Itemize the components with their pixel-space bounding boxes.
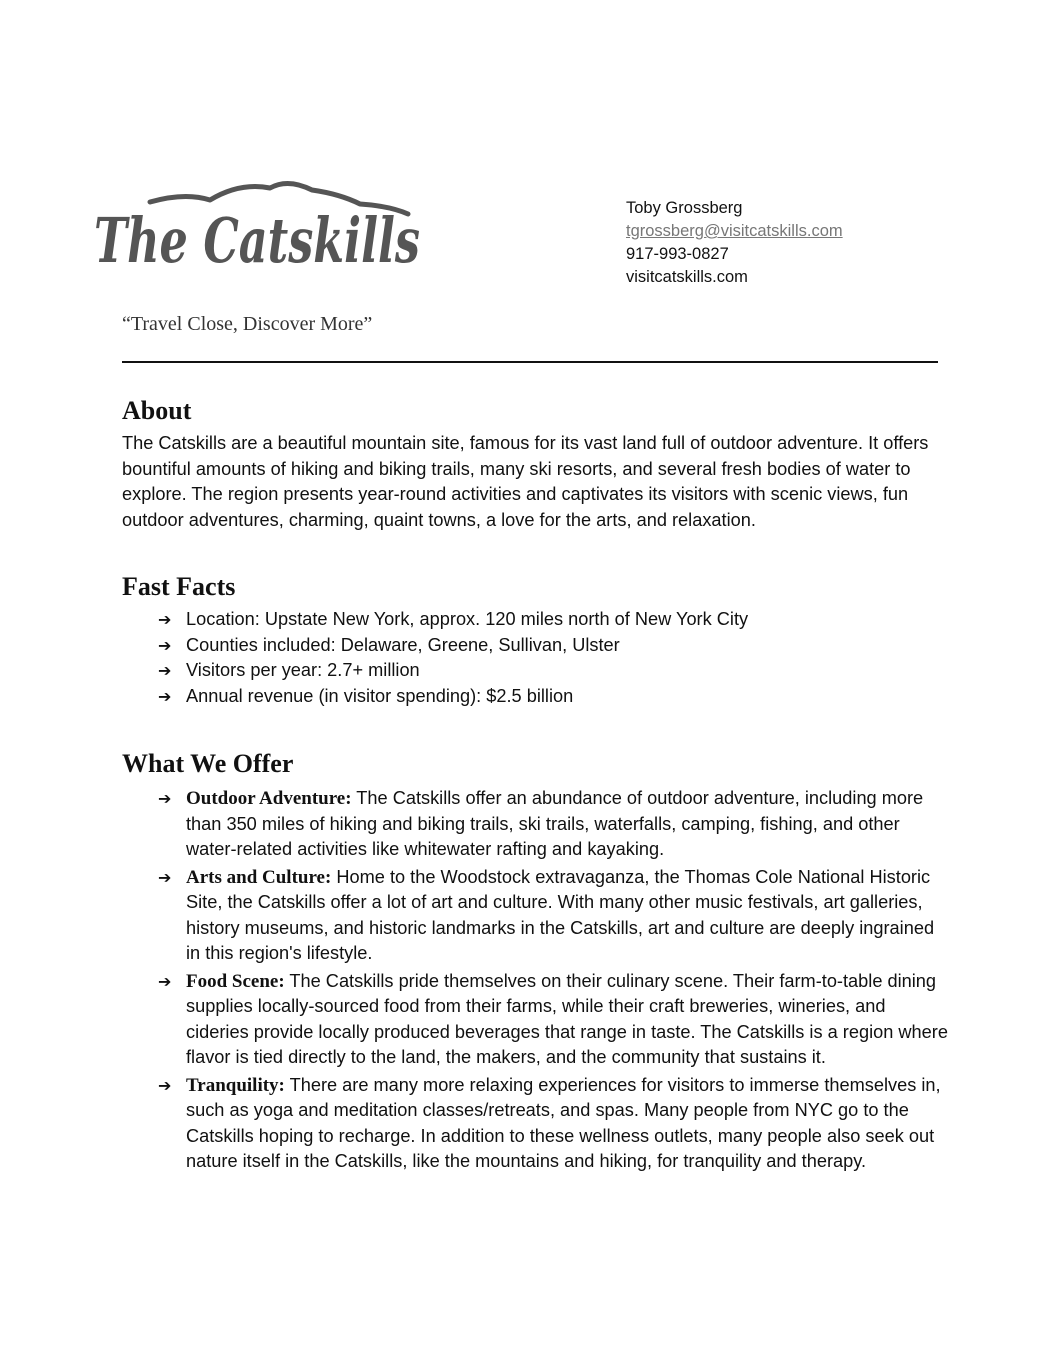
contact-email-link[interactable]: tgrossberg@visitcatskills.com: [626, 222, 843, 240]
list-item: ➔ Counties included: Delaware, Greene, Sullivan, Ulster: [158, 633, 953, 659]
arrow-right-icon: ➔: [158, 1075, 172, 1095]
about-heading: About: [122, 396, 192, 425]
what-we-offer-heading: What We Offer: [122, 749, 294, 778]
offer-title: Tranquility:: [186, 1074, 285, 1096]
offer-title: Outdoor Adventure:: [186, 788, 352, 809]
contact-phone: 917-993-0827: [626, 245, 729, 263]
offer-text: The Catskills offer an abundance of outdoor adventure, including more than 350 miles of hiking and biking trails, ski trails, waterfalls, camping, fishing, and other water-related activities like whitewater rafting and kayaking.: [186, 788, 924, 859]
arrow-right-icon: ➔: [158, 867, 172, 887]
list-item: [158, 969, 953, 1071]
contact-name: Toby Grossberg: [626, 199, 743, 217]
list-item: ➔ Annual revenue (in visitor spending): $2.5 billion: [158, 684, 953, 710]
list-item: ➔ Location: Upstate New York, approx. 120 miles north of New York City: [158, 607, 953, 633]
list-item: ➔ Visitors per year: 2.7+ million: [158, 658, 953, 684]
offer-text: The Catskills pride themselves on their culinary scene. Their farm-to-table dining supplies locally-sourced food from their farms, while their craft breweries, wineries, and cideries provide locally produced beverages that range in taste. The Catskills is a region where flavor is tied directly to the land, the makers, and the community that sustains it.: [186, 970, 948, 1067]
offer-text: Home to the Woodstock extravaganza, the Thomas Cole National Historic Site, the Catskills offer a lot of art and culture. With many other music festivals, art galleries, history museums, and historic landmarks in the Catskills, art and culture are deeply ingrained in this region's lifestyle.: [186, 866, 935, 963]
list-item: [158, 865, 953, 967]
offer-title: Arts and Culture:: [186, 866, 332, 888]
fast-facts-list: [158, 607, 953, 709]
arrow-right-icon: ➔: [158, 789, 172, 808]
contact-block: [626, 197, 843, 289]
tagline: “Travel Close, Discover More”: [122, 313, 373, 335]
list-item: [158, 1073, 953, 1175]
arrow-right-icon: ➔: [158, 635, 172, 655]
list-item: [158, 786, 953, 863]
catskills-logo: [90, 170, 430, 280]
fast-facts-heading: Fast Facts: [122, 572, 236, 601]
about-paragraph: The Catskills are a beautiful mountain site, famous for its vast land full of outdoor adventure. It offers bountiful amounts of hiking and biking trails, many ski resorts, and several fresh bodies of water to explore. The region presents year-round activities and captivates its visitors with scenic views, fun outdoor adventures, charming, quaint towns, a love for the arts, and relaxation.: [122, 433, 929, 530]
arrow-right-icon: ➔: [158, 661, 172, 680]
horizontal-rule: [122, 361, 938, 363]
arrow-right-icon: ➔: [158, 686, 172, 706]
logo-wordmark: The Catskills: [94, 204, 420, 277]
arrow-right-icon: ➔: [158, 610, 172, 629]
arrow-right-icon: ➔: [158, 971, 172, 991]
contact-website: visitcatskills.com: [626, 268, 748, 286]
offer-text: There are many more relaxing experiences for visitors to immerse themselves in, such as yoga and meditation classes/retreats, and spas. Many people from NYC go to the Catskills hoping to recharge. In addition to these wellness outlets, many people also seek out nature itself in the Catskills, like the mountains and hiking, for tranquility and therapy.: [186, 1074, 941, 1171]
offer-title: Food Scene:: [186, 970, 285, 992]
offers-list: [158, 786, 953, 1177]
